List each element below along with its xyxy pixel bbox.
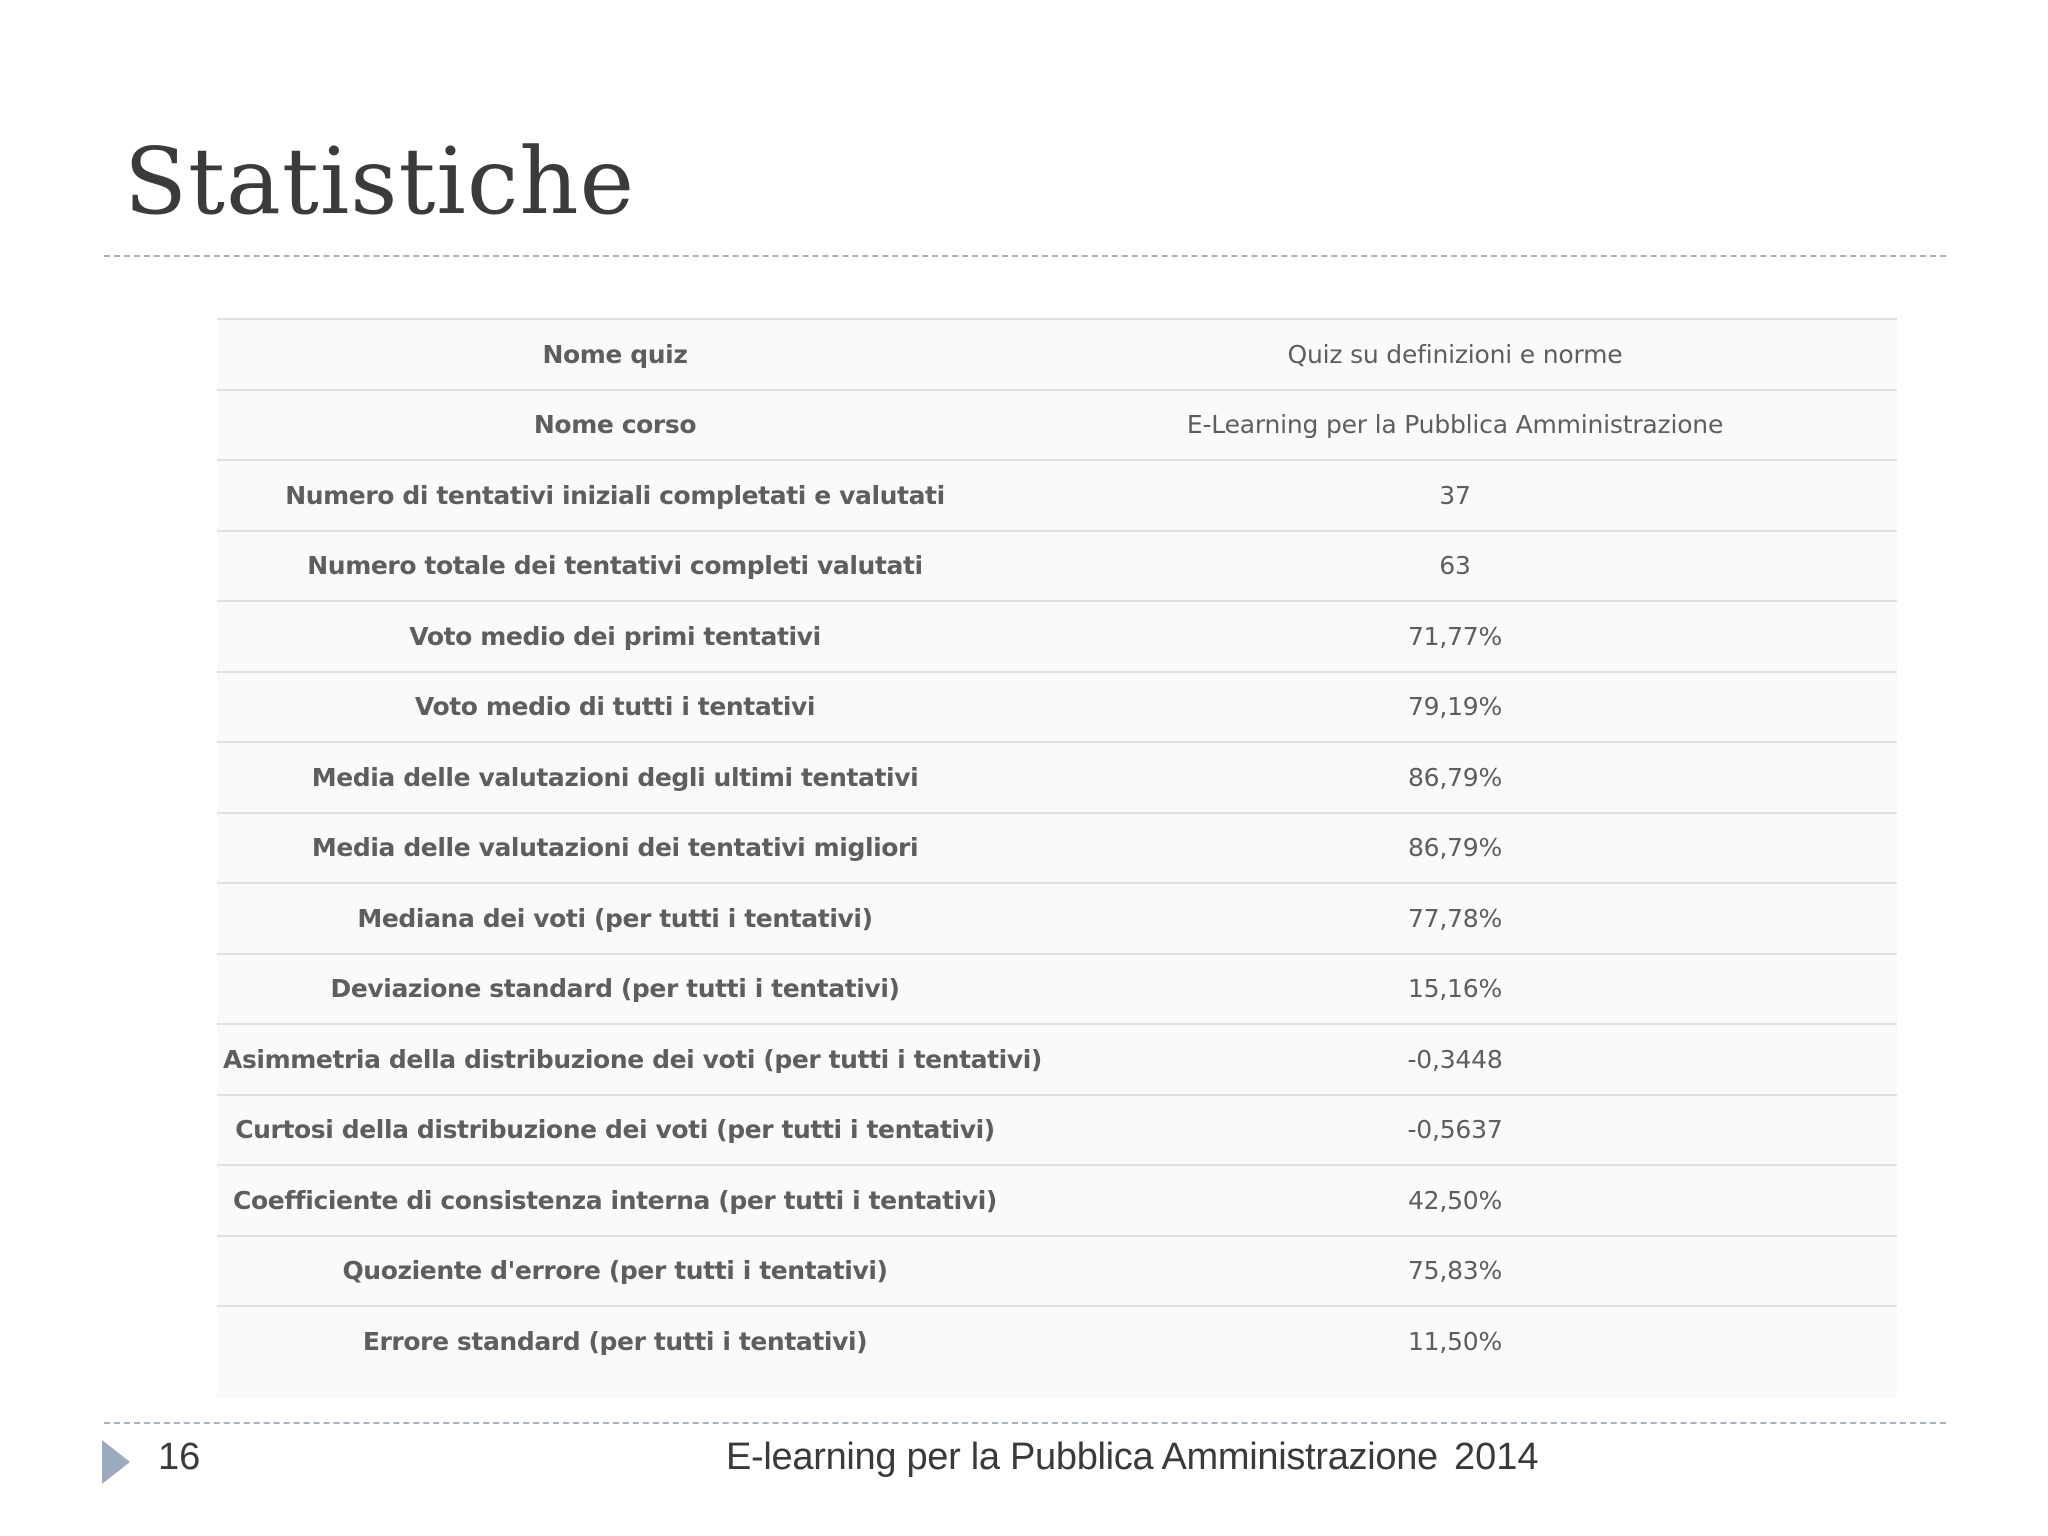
row-label: Voto medio dei primi tentativi bbox=[409, 621, 821, 651]
table-row bbox=[217, 460, 1897, 531]
table-row bbox=[217, 531, 1897, 602]
row-label: Media delle valutazioni dei tentativi migliori bbox=[311, 833, 919, 863]
row-label: Errore standard (per tutti i tentativi) bbox=[362, 1327, 868, 1357]
row-value: 75,83% bbox=[1407, 1256, 1503, 1286]
title-divider bbox=[104, 255, 1946, 257]
row-value: E-Learning per la Pubblica Amministrazione bbox=[1186, 410, 1724, 440]
row-value: 77,78% bbox=[1407, 903, 1503, 933]
footer-divider bbox=[104, 1422, 1946, 1424]
table-row bbox=[217, 954, 1897, 1025]
page-number: 16 bbox=[158, 1436, 201, 1478]
table-row bbox=[217, 672, 1897, 743]
statistics-table bbox=[217, 318, 1897, 1377]
row-value: 37 bbox=[1439, 480, 1471, 510]
table-row bbox=[217, 742, 1897, 813]
table-row bbox=[217, 1095, 1897, 1166]
footer-title: E-learning per la Pubblica Amministrazione bbox=[726, 1436, 1438, 1478]
row-label: Curtosi della distribuzione dei voti (per tutti i tentativi) bbox=[235, 1115, 995, 1145]
table-row bbox=[217, 601, 1897, 672]
row-label: Mediana dei voti (per tutti i tentativi) bbox=[357, 903, 873, 933]
table-row bbox=[217, 390, 1897, 461]
row-value: 79,19% bbox=[1407, 692, 1503, 722]
row-value: -0,3448 bbox=[1407, 1044, 1503, 1074]
table-row bbox=[217, 1165, 1897, 1236]
row-value: 15,16% bbox=[1407, 974, 1503, 1004]
triangle-right-icon bbox=[102, 1440, 130, 1484]
row-value: 71,77% bbox=[1407, 621, 1503, 651]
row-value: -0,5637 bbox=[1407, 1115, 1503, 1145]
row-value: 86,79% bbox=[1407, 762, 1503, 792]
table-row bbox=[217, 813, 1897, 884]
row-label: Asimmetria della distribuzione dei voti (per tutti i tentativi) bbox=[223, 1044, 1042, 1074]
row-value: 42,50% bbox=[1407, 1185, 1503, 1215]
table-row bbox=[217, 1024, 1897, 1095]
table-row bbox=[217, 1236, 1897, 1307]
footer-year: 2014 bbox=[1454, 1436, 1539, 1478]
row-label: Numero di tentativi iniziali completati e valutati bbox=[285, 480, 945, 510]
row-label: Numero totale dei tentativi completi valutati bbox=[307, 551, 923, 581]
table-row bbox=[217, 319, 1897, 390]
statistics-table-container bbox=[217, 318, 1897, 1398]
slide-title: Statistiche bbox=[124, 128, 636, 235]
row-label: Coefficiente di consistenza interna (per tutti i tentativi) bbox=[233, 1185, 997, 1215]
table-row bbox=[217, 1306, 1897, 1377]
row-label: Nome quiz bbox=[542, 339, 688, 369]
row-label: Voto medio di tutti i tentativi bbox=[414, 692, 816, 722]
row-value: Quiz su definizioni e norme bbox=[1287, 339, 1623, 369]
row-label: Nome corso bbox=[533, 410, 697, 440]
row-label: Quoziente d'errore (per tutti i tentativi) bbox=[342, 1256, 888, 1286]
row-value: 63 bbox=[1439, 551, 1471, 581]
row-label: Deviazione standard (per tutti i tentativi) bbox=[330, 974, 900, 1004]
row-label: Media delle valutazioni degli ultimi tentativi bbox=[311, 762, 919, 792]
row-value: 11,50% bbox=[1407, 1327, 1503, 1357]
table-row bbox=[217, 883, 1897, 954]
row-value: 86,79% bbox=[1407, 833, 1503, 863]
